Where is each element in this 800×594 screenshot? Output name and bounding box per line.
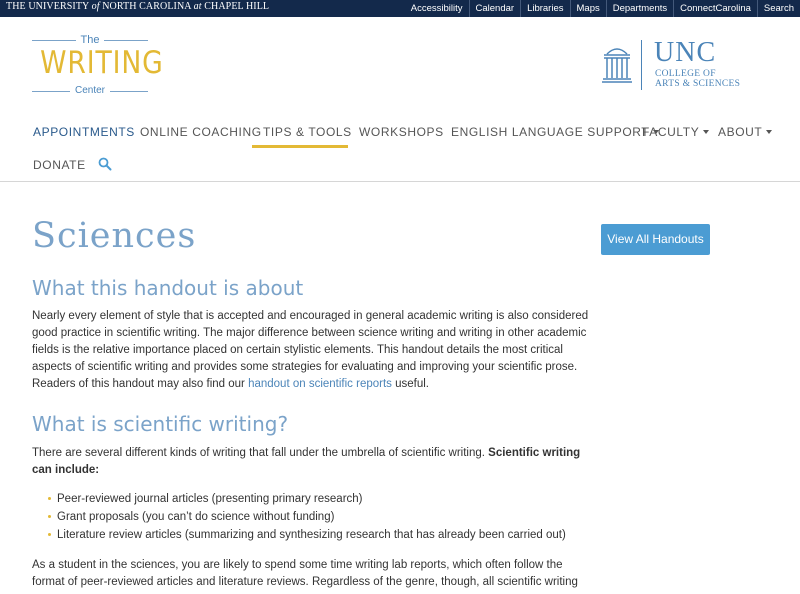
paragraph-line: Nearly every element of style that is accepted and encouraged in general academic writing is also considered — [32, 310, 589, 322]
list-item-text: Peer-reviewed journal articles (presenting primary research) — [57, 493, 363, 505]
section-student-paragraph — [32, 557, 578, 591]
nav-appointments[interactable]: APPOINTMENTS — [33, 125, 135, 139]
list-item — [48, 490, 566, 508]
page-title: Sciences — [32, 216, 197, 256]
logo-the: The — [80, 34, 100, 46]
paragraph-text: Readers of this handout may also find our — [32, 378, 249, 390]
old-well-icon — [601, 44, 633, 84]
nav-faculty[interactable] — [642, 125, 709, 139]
writing-center-logo[interactable] — [32, 34, 164, 98]
link-maps[interactable]: Maps — [570, 0, 606, 17]
university-word: UNIVERSITY — [28, 1, 89, 12]
nav-tips-tools[interactable]: TIPS & TOOLS — [263, 125, 352, 139]
section-heading-about: What this handout is about — [32, 276, 304, 300]
list-item — [48, 508, 566, 526]
paragraph-line — [32, 376, 572, 393]
university-nc: NORTH CAROLINA — [102, 1, 192, 12]
college-line-1: COLLEGE OF — [655, 69, 716, 79]
nav-english-support-label: ENGLISH LANGUAGE SUPPORT — [451, 125, 650, 139]
paragraph-text: useful. — [391, 378, 429, 390]
paragraph-line: good practice in scientific writing. The major difference between science writing and writing in other academic — [32, 327, 587, 339]
section-heading-scientific-writing: What is scientific writing? — [32, 412, 289, 436]
search-icon[interactable] — [98, 157, 112, 171]
section-scientific-writing-paragraph — [32, 445, 581, 479]
college-name — [655, 69, 740, 89]
university-the: THE — [6, 1, 26, 12]
university-wordmark[interactable] — [6, 1, 269, 12]
link-calendar[interactable]: Calendar — [469, 0, 521, 17]
chevron-down-icon — [766, 130, 772, 134]
bullet-icon — [48, 497, 51, 500]
link-libraries[interactable]: Libraries — [520, 0, 569, 17]
paragraph-text: There are several different kinds of writing that fall under the umbrella of scientific writing. — [32, 447, 489, 459]
list-item-text: Grant proposals (you can’t do science without funding) — [57, 511, 335, 523]
nav-workshops[interactable]: WORKSHOPS — [359, 125, 444, 139]
paragraph-bold: Scientific writing — [488, 447, 581, 459]
nav-online-coaching[interactable]: ONLINE COACHING — [140, 125, 262, 139]
paragraph-line — [32, 462, 572, 479]
nav-about[interactable] — [718, 125, 772, 139]
university-bar — [0, 0, 800, 17]
paragraph-line: fields is the relative importance placed on certain stylistic elements. This handout details the most critical — [32, 344, 563, 356]
university-chapel-hill: CHAPEL HILL — [204, 1, 270, 12]
paragraph-line: As a student in the sciences, you are likely to spend some time writing lab reports, which often follow the — [32, 559, 563, 571]
logo-center: Center — [74, 85, 105, 96]
view-all-handouts-button[interactable]: View All Handouts — [601, 224, 710, 255]
logo-writing: WRITING — [40, 45, 164, 81]
paragraph-bold: can include: — [32, 464, 100, 476]
link-search[interactable]: Search — [757, 0, 800, 17]
main-nav — [0, 115, 800, 182]
genre-list — [48, 490, 566, 544]
university-of: of — [91, 1, 100, 12]
section-about-paragraph — [32, 308, 589, 393]
paragraph-line: format of peer-reviewed articles and literature reviews. Regardless of the genre, though, all scientific writing — [32, 576, 578, 588]
utility-links — [405, 0, 800, 17]
university-at: at — [193, 1, 202, 12]
nav-english-support[interactable] — [451, 125, 659, 139]
nav-donate[interactable]: DONATE — [33, 158, 86, 172]
bullet-icon — [48, 533, 51, 536]
bullet-icon — [48, 515, 51, 518]
link-departments[interactable]: Departments — [606, 0, 673, 17]
paragraph-line: aspects of scientific writing and provides some strategies for evaluating and improving your scientific prose. — [32, 361, 578, 373]
unc-wordmark: UNC — [654, 37, 717, 68]
college-line-2: ARTS & SCIENCES — [655, 79, 741, 89]
link-accessibility[interactable]: Accessibility — [410, 3, 463, 14]
link-connectcarolina[interactable]: ConnectCarolina — [673, 0, 757, 17]
paragraph-line — [32, 445, 581, 462]
chevron-down-icon — [703, 130, 709, 134]
nav-faculty-label: FACULTY — [642, 125, 700, 139]
list-item — [48, 526, 566, 544]
nav-about-label: ABOUT — [718, 125, 763, 139]
unc-college-logo[interactable] — [601, 37, 761, 92]
nav-active-indicator — [252, 145, 348, 148]
scientific-reports-link[interactable]: handout on scientific reports — [248, 378, 392, 390]
list-item-text: Literature review articles (summarizing and synthesizing research that has already been carried out) — [57, 529, 566, 541]
logo-divider — [641, 40, 642, 90]
